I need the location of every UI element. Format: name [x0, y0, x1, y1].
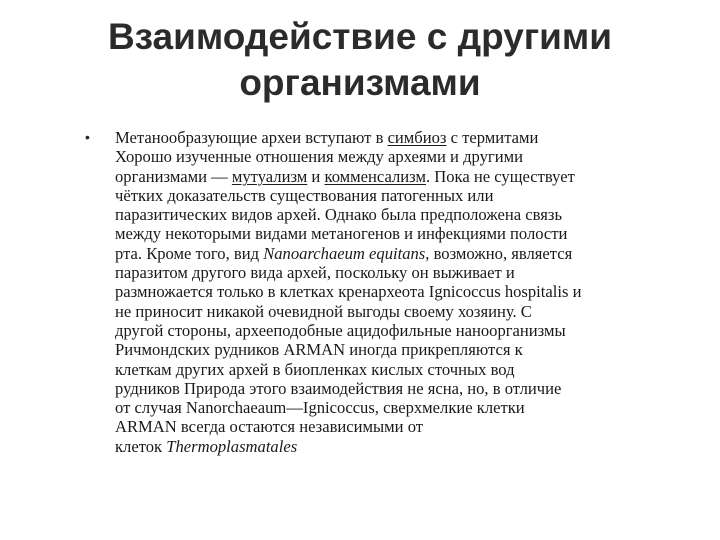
text-run: , возможно, является	[425, 243, 573, 263]
text-line	[115, 282, 690, 301]
text-run: от случая Nanorchaeaum—Ignicoccus, сверхмелкие клетки	[115, 398, 525, 418]
italic-term: Nanoarchaeum equitans	[263, 243, 426, 263]
text-line	[115, 302, 690, 321]
text-run: клеткам других архей в биопленках кислых сточных вод	[115, 359, 515, 379]
text-line	[115, 417, 690, 436]
linked-term[interactable]: комменсализм	[324, 166, 426, 186]
text-line	[115, 340, 690, 359]
text-run: не приносит никакой очевидной выгоды своему хозяину. С	[115, 301, 532, 321]
text-line	[115, 224, 690, 243]
text-line	[115, 147, 690, 166]
text-run: между некоторыми видами метаногенов и инфекциями полости	[115, 224, 568, 244]
text-run: рта. Кроме того, вид	[115, 243, 264, 263]
bullet-paragraph	[115, 128, 690, 456]
text-line	[115, 379, 690, 398]
slide-title-line-2: организмами	[239, 62, 481, 103]
text-line	[115, 437, 690, 456]
linked-term[interactable]: симбиоз	[387, 128, 447, 147]
italic-term: Thermoplasmatales	[166, 436, 298, 456]
text-run: Хорошо изученные отношения между археями и другими	[115, 147, 523, 167]
text-line	[115, 321, 690, 340]
text-line	[115, 244, 690, 263]
text-line	[115, 360, 690, 379]
text-run: с термитами	[446, 128, 539, 147]
text-line	[115, 205, 690, 224]
slide-title-line-1: Взаимодействие с другими	[107, 16, 613, 57]
linked-term[interactable]: мутуализм	[231, 166, 308, 186]
text-run: рудников Природа этого взаимодействия не ясна, но, в отличие	[115, 378, 562, 398]
text-run: паразитических видов архей. Однако была предположена связь	[115, 205, 563, 225]
text-run: другой стороны, архееподобные ацидофильные наноорганизмы	[115, 320, 566, 340]
text-line	[115, 398, 690, 417]
text-run: паразитом другого вида архей, поскольку он выживает и	[115, 263, 515, 283]
text-run: ARMAN всегда остаются независимыми от	[115, 417, 424, 437]
text-run: Ричмондских рудников ARMAN иногда прикрепляются к	[115, 340, 523, 360]
text-run: . Пока не существует	[425, 166, 575, 186]
text-line	[115, 263, 690, 282]
text-run: и	[307, 166, 325, 186]
text-run: организмами —	[115, 166, 232, 186]
text-run: Метанообразующие археи вступают в	[115, 128, 388, 147]
slide-title	[60, 14, 660, 106]
bullet-marker: •	[85, 129, 90, 145]
text-run: размножается только в клетках кренархеота Ignicoccus hospitalis и	[115, 282, 582, 302]
text-run: чётких доказательств существования патогенных или	[115, 185, 494, 205]
text-run: клеток	[115, 436, 167, 456]
text-line	[115, 167, 690, 186]
text-line	[115, 128, 690, 147]
text-line	[115, 186, 690, 205]
